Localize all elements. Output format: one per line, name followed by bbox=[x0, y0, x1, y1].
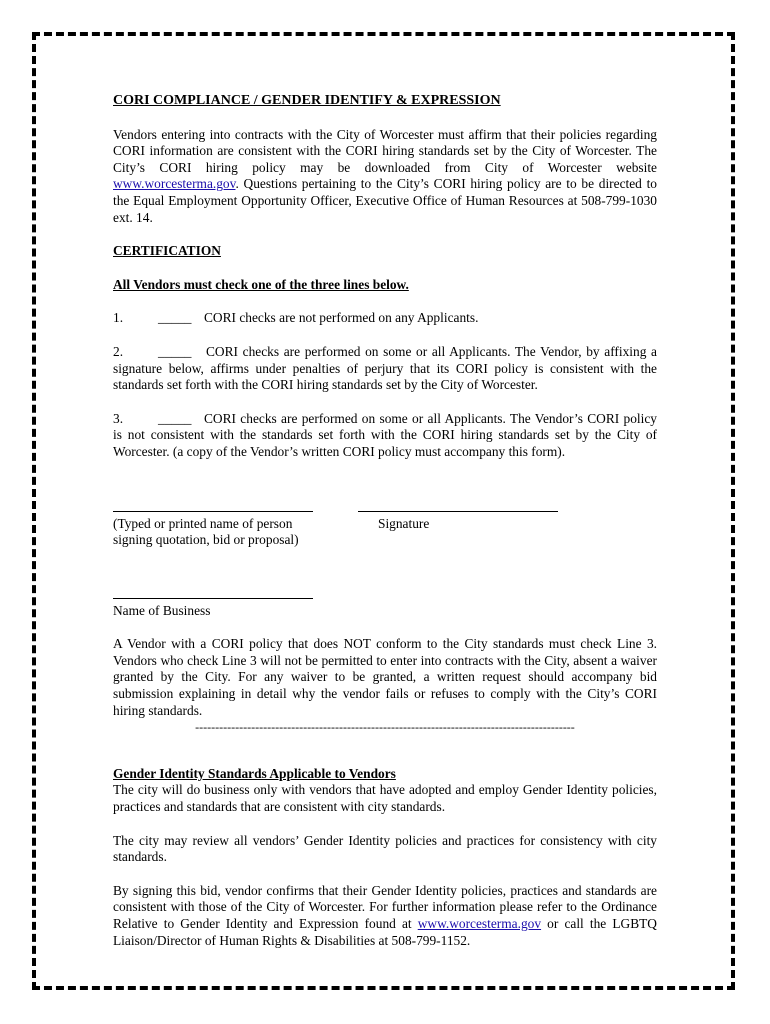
printed-name-block bbox=[113, 511, 313, 549]
gender-identity-heading: Gender Identity Standards Applicable to Vendors bbox=[113, 765, 396, 781]
check-blank-1[interactable]: _____ bbox=[158, 310, 192, 326]
signature-label: Signature bbox=[378, 515, 430, 531]
page-title: CORI COMPLIANCE / GENDER IDENTIFY & EXPRESSION bbox=[113, 93, 501, 108]
certification-heading: CERTIFICATION bbox=[113, 243, 221, 259]
business-name-line[interactable] bbox=[113, 598, 313, 599]
line3-notice-paragraph: A Vendor with a CORI policy that does NOT conform to the City standards must check Line 3. Vendors who check Line 3 will not be permitted to enter into contracts with the City, absent a waiver granted by the City. For any waiver to be granted, a written request should accompany bid submission explaining in detail why the vendor fails or refuses to comply with the City’s CORI hiring standards. bbox=[113, 636, 657, 718]
worcester-website-link[interactable]: www.worcesterma.gov bbox=[113, 176, 236, 192]
section-separator: ----------------------------------------------------------------------------------------------- bbox=[195, 720, 575, 735]
gender-identity-para-2: The city may review all vendors’ Gender Identity policies and practices for consistency with city standards. bbox=[113, 832, 657, 865]
printed-name-label: (Typed or printed name of person signing quotation, bid or proposal) bbox=[113, 515, 299, 548]
document-body bbox=[113, 93, 657, 949]
certification-option-3[interactable]: 3. _____ CORI checks are performed on some or all Applicants. The Vendor’s CORI policy is not consistent with the standards set forth with the CORI hiring standards set by the City of Worcester. (a copy of the Vendor’s written CORI policy must accompany this form). bbox=[113, 410, 657, 459]
check-blank-2[interactable]: _____ bbox=[158, 343, 192, 359]
gender-identity-para-3: By signing this bid, vendor confirms that their Gender Identity policies, practices and standards are consistent with those of the City of Worcester. For further information please refer to the Ordinance Relative to Gender Identity and Expression found at www.worcesterma.gov or call the LGBTQ Liaison/Director of Human Rights & Disabilities at 508-799-1152. bbox=[113, 882, 657, 948]
signature-block bbox=[358, 511, 558, 549]
certification-instruction: All Vendors must check one of the three lines below. bbox=[113, 276, 409, 292]
printed-name-line[interactable] bbox=[113, 511, 313, 512]
signature-line[interactable] bbox=[358, 511, 558, 512]
certification-option-1[interactable]: 1. _____ CORI checks are not performed on any Applicants. bbox=[113, 310, 479, 326]
gender-identity-para-1: The city will do business only with vendors that have adopted and employ Gender Identity policies, practices and standards that are consistent with city standards. bbox=[113, 782, 657, 815]
certification-option-2[interactable]: 2. _____ CORI checks are performed on some or all Applicants. The Vendor, by affixing a signature below, affirms under penalties of perjury that its CORI policy is consistent with the standards set forth with the CORI hiring standards set by the City of Worcester. bbox=[113, 343, 657, 393]
intro-paragraph: Vendors entering into contracts with the City of Worcester must affirm that their policies regarding CORI information are consistent with the CORI hiring standards set by the City of Worcester. The City’s CORI hiring policy may be downloaded from City of Worcester website www.worcesterma.gov. Questions pertaining to the City’s CORI hiring policy are to be directed to the Equal Employment Opportunity Officer, Executive Office of Human Resources at 508-799-1030 ext. 14. bbox=[113, 126, 657, 225]
business-name-label: Name of Business bbox=[113, 602, 211, 618]
signature-row bbox=[113, 511, 657, 549]
check-blank-3[interactable]: _____ bbox=[158, 410, 192, 426]
worcester-website-link-2[interactable]: www.worcesterma.gov bbox=[417, 916, 542, 931]
business-name-block bbox=[113, 598, 313, 620]
